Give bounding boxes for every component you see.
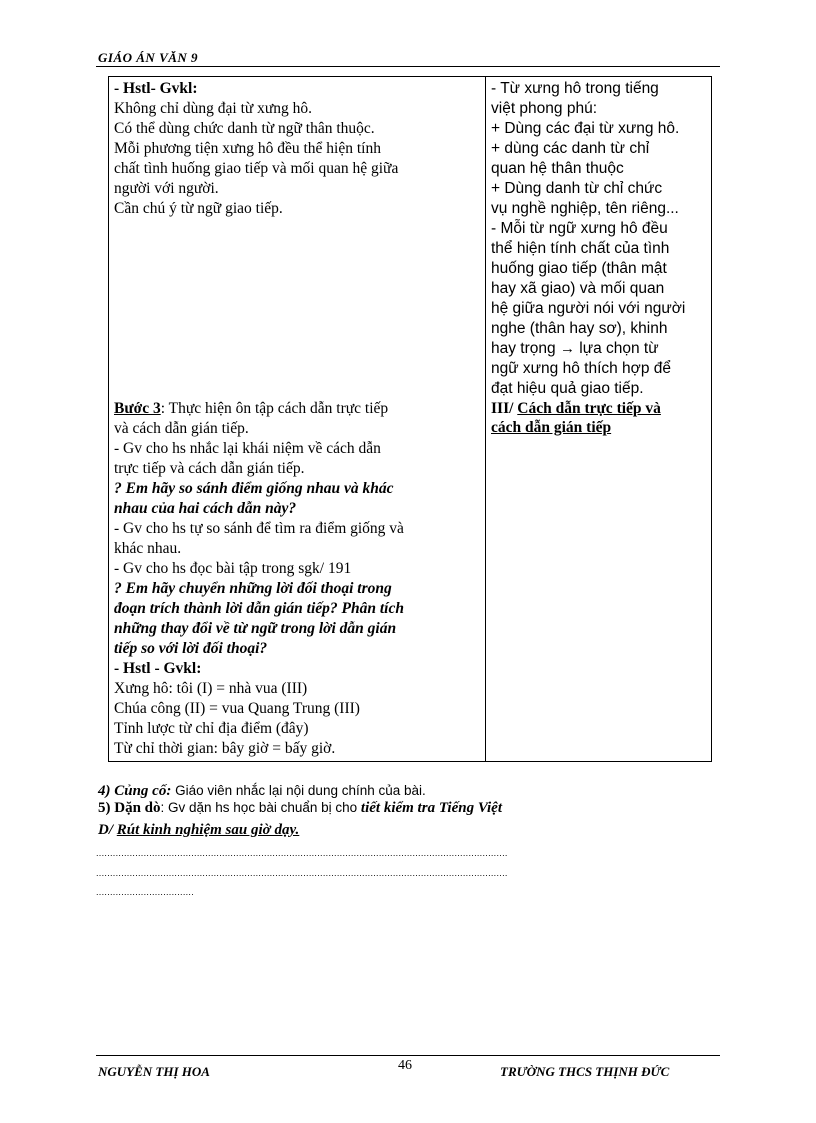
- conclusion-line: Có thể dùng chức danh từ ngữ thân thuộc.: [114, 120, 375, 137]
- section-3-title-cont: cách dẫn gián tiếp: [491, 419, 612, 436]
- experience-label: D/: [98, 822, 113, 838]
- homework-line: [98, 799, 502, 817]
- question-2-line: đoạn trích thành lời dẫn gián tiếp? Phân tích: [114, 600, 404, 617]
- conclusion-line: chất tình huống giao tiếp và mối quan hệ giữa: [114, 160, 399, 177]
- content-line: + Dùng các đại từ xưng hô.: [491, 120, 680, 137]
- content-line: hệ giữa người nói với người: [491, 300, 686, 317]
- content-line: + Dùng danh từ chỉ chức: [491, 180, 663, 197]
- header-rule: [96, 66, 720, 67]
- content-line: quan hệ thân thuộc: [491, 160, 624, 177]
- homework-text: : Gv dặn hs học bài chuẩn bị cho: [160, 800, 361, 815]
- content-line-arrow: [491, 339, 705, 359]
- question-2-line: ? Em hãy chuyển những lời đối thoại trong: [114, 580, 392, 597]
- homework-label: 5) Dặn dò: [98, 800, 161, 816]
- arrow-line-before: hay trọng: [491, 340, 556, 357]
- content-line: vụ nghề nghiệp, tên riêng...: [491, 200, 679, 217]
- conclusion-line: Không chỉ dùng đại từ xưng hô.: [114, 100, 313, 117]
- dotted-line: ...................................................................................................................................................: [96, 868, 508, 878]
- content-line: thể hiện tính chất của tình: [491, 240, 670, 257]
- section-3-title: Cách dẫn trực tiếp và: [517, 400, 661, 417]
- content-line: việt phong phú:: [491, 100, 598, 117]
- dotted-line: ...................................................................................................................................................: [96, 848, 508, 858]
- content-line: nghe (thân hay sơ), khinh: [491, 320, 668, 337]
- content-line: + dùng các danh từ chỉ: [491, 140, 650, 157]
- content-line: đạt hiệu quả giao tiếp.: [491, 380, 644, 397]
- step3-text: : Thực hiện ôn tập cách dẫn trực tiếp: [160, 400, 389, 417]
- step3-label: Bước 3: [114, 400, 161, 417]
- section-3-heading: [491, 399, 705, 418]
- question-1-line: nhau của hai cách dẫn này?: [114, 500, 297, 517]
- step3-line: [114, 399, 479, 419]
- gv-recall-line: - Gv cho hs nhắc lại khái niệm về cách dẫn: [114, 440, 381, 457]
- lesson-table: [108, 76, 712, 762]
- gv-read-line: - Gv cho hs đọc bài tập trong sgk/ 191: [114, 560, 352, 577]
- conclusion-line: Mỗi phương tiện xưng hô đều thể hiện tính: [114, 140, 381, 157]
- question-2-line: tiếp so với lời đối thoại?: [114, 640, 268, 657]
- conclusion-line: Cần chú ý từ ngữ giao tiếp.: [114, 200, 283, 217]
- content-line: huống giao tiếp (thân mật: [491, 260, 667, 277]
- gv-recall-line: trực tiếp và cách dẫn gián tiếp.: [114, 460, 305, 477]
- hstl-gvkl-label-1: - Hstl- Gvkl:: [114, 80, 198, 97]
- teacher-activity-cell: [109, 77, 486, 762]
- content-line: hay xã giao) và mối quan: [491, 280, 665, 297]
- page-number: 46: [398, 1058, 412, 1073]
- answer-line: Tỉnh lược từ chỉ địa điểm (đây): [114, 720, 309, 737]
- content-line: - Từ xưng hô trong tiếng: [491, 80, 659, 97]
- question-2-line: những thay đổi về từ ngữ trong lời dẫn gián: [114, 620, 397, 637]
- gv-compare-line: - Gv cho hs tự so sánh để tìm ra điểm giống và: [114, 520, 404, 537]
- consolidate-line: [98, 782, 426, 800]
- conclusion-line: người với người.: [114, 180, 219, 197]
- answer-line: Xưng hô: tôi (I) = nhà vua (III): [114, 680, 308, 697]
- footer-author: NGUYỄN THỊ HOA: [98, 1064, 210, 1079]
- footer-school: TRƯỜNG THCS THỊNH ĐỨC: [500, 1064, 670, 1079]
- experience-text: Rút kinh nghiệm sau giờ dạy.: [116, 822, 300, 838]
- content-cell: [486, 77, 712, 762]
- footer-rule: [96, 1055, 720, 1056]
- page-header-title: GIÁO ÁN VĂN 9: [98, 50, 199, 65]
- consolidate-text: Giáo viên nhắc lại nội dung chính của bài.: [171, 783, 426, 798]
- content-line: - Mỗi từ ngữ xưng hô đều: [491, 220, 668, 237]
- gv-compare-line: khác nhau.: [114, 540, 182, 557]
- answer-line: Chúa công (II) = vua Quang Trung (III): [114, 700, 360, 717]
- hstl-gvkl-label-2: - Hstl - Gvkl:: [114, 660, 202, 677]
- dotted-line: ...................................: [96, 887, 195, 897]
- content-line: ngữ xưng hô thích hợp để: [491, 360, 672, 377]
- blank-space: [114, 219, 479, 399]
- section-3-number: III/: [491, 400, 514, 417]
- consolidate-label: 4) Củng cố:: [98, 783, 172, 799]
- step3-continuation: và cách dẫn gián tiếp.: [114, 420, 249, 437]
- question-1-line: ? Em hãy so sánh điểm giống nhau và khác: [114, 480, 394, 497]
- experience-line: [98, 821, 299, 839]
- arrow-right-icon: →: [559, 340, 575, 357]
- arrow-line-after: lựa chọn từ: [579, 340, 659, 357]
- homework-emph: tiết kiểm tra Tiếng Việt: [360, 800, 503, 816]
- answer-line: Từ chỉ thời gian: bây giờ = bấy giờ.: [114, 740, 336, 757]
- table-row: [109, 77, 712, 762]
